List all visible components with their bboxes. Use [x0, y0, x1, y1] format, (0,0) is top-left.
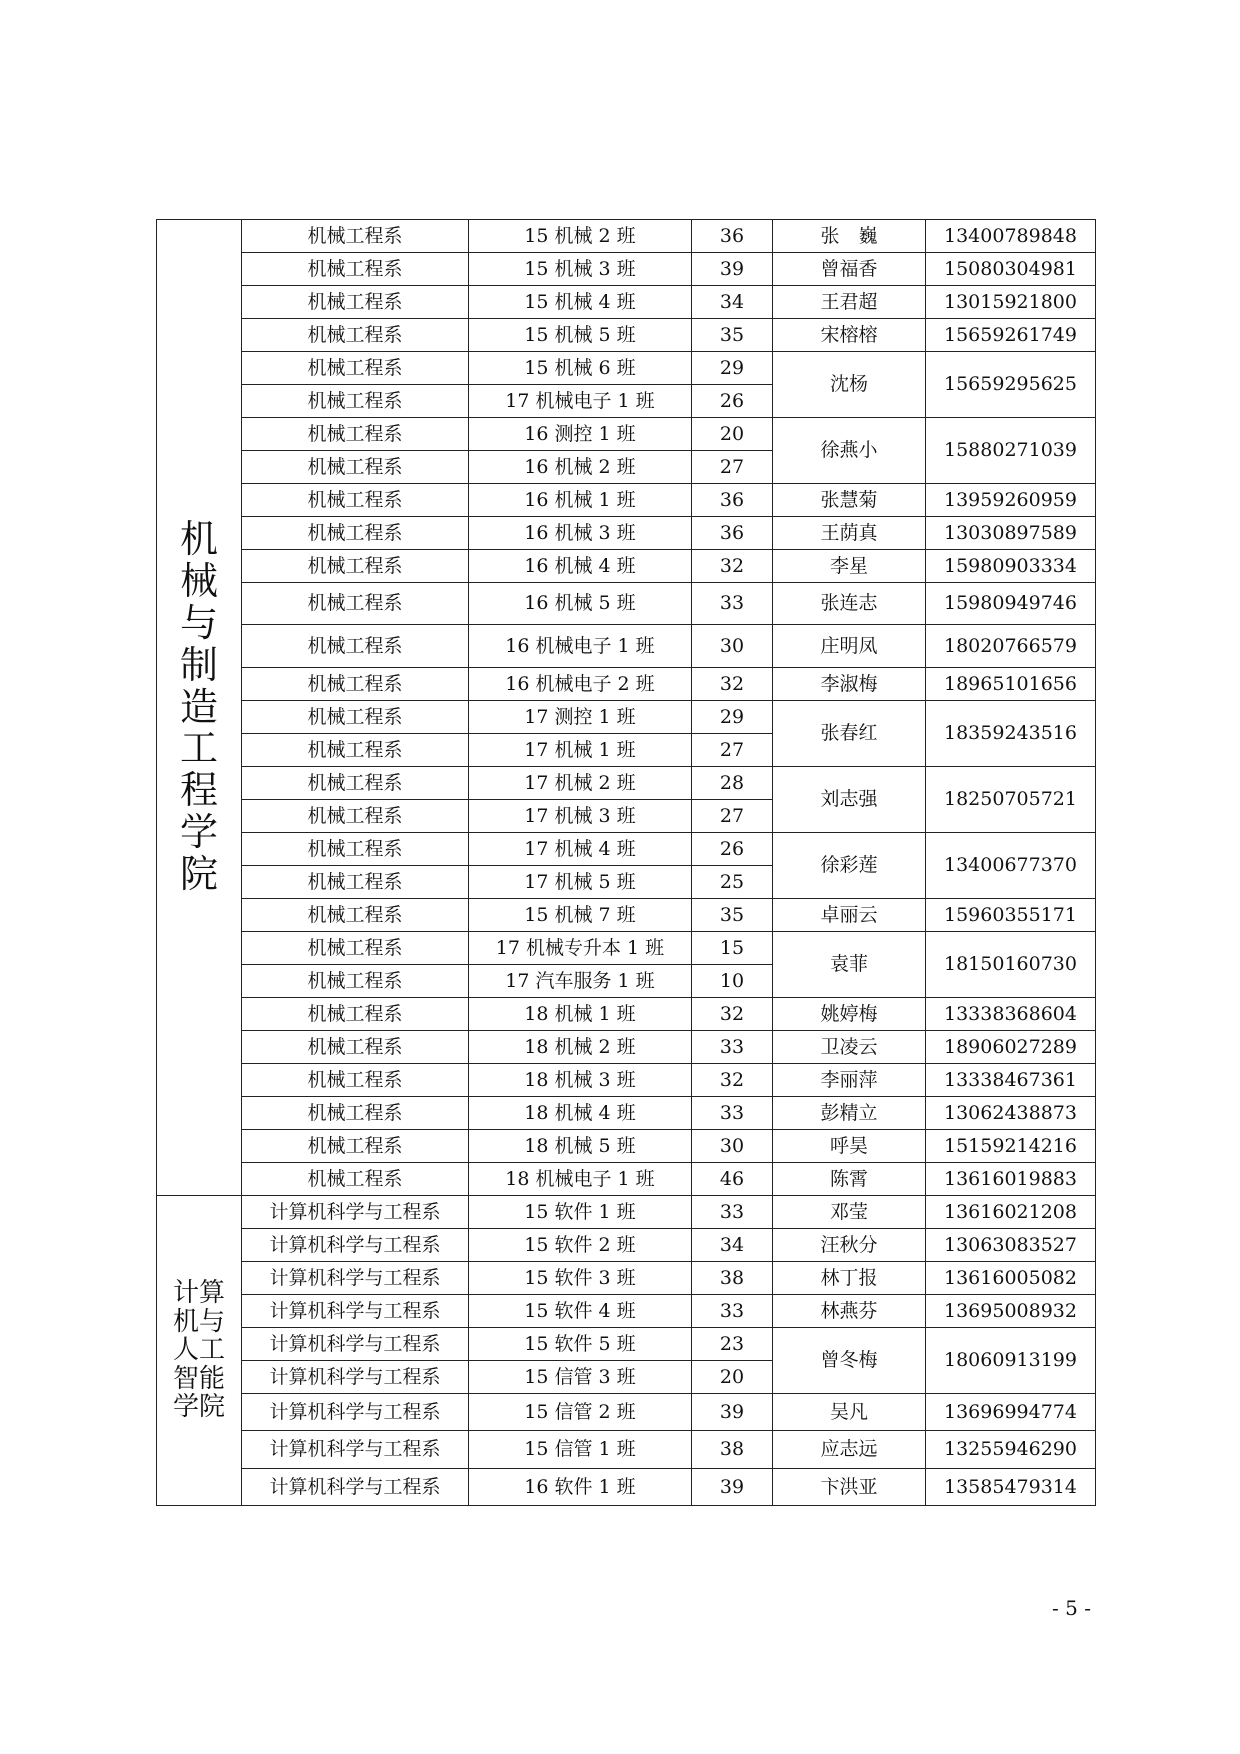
phone-cell: 13063083527 — [926, 1229, 1096, 1262]
student-count-cell: 10 — [692, 965, 773, 998]
counselor-name-cell: 卫凌云 — [773, 1031, 926, 1064]
table-row — [157, 701, 1096, 734]
class-cell: 17 机械 4 班 — [469, 833, 692, 866]
department-cell: 机械工程系 — [242, 932, 469, 965]
class-cell: 16 机械电子 2 班 — [469, 668, 692, 701]
table-row — [157, 1130, 1096, 1163]
student-count-cell: 39 — [692, 1469, 773, 1506]
counselor-name-cell: 庄明凤 — [773, 625, 926, 668]
college-name-line: 程 — [179, 768, 218, 813]
phone-cell: 15080304981 — [926, 253, 1096, 286]
class-cell: 15 机械 5 班 — [469, 319, 692, 352]
college-name-cell — [157, 220, 242, 1196]
phone-cell: 13338368604 — [926, 998, 1096, 1031]
phone-cell: 15980949746 — [926, 583, 1096, 625]
class-cell: 15 软件 2 班 — [469, 1229, 692, 1262]
class-cell: 15 信管 1 班 — [469, 1431, 692, 1469]
table-row — [157, 767, 1096, 800]
department-cell: 机械工程系 — [242, 550, 469, 583]
counselor-name-cell: 徐燕小 — [773, 418, 926, 484]
counselor-name-cell: 王荫真 — [773, 517, 926, 550]
counselor-name-cell: 曾福香 — [773, 253, 926, 286]
department-cell: 机械工程系 — [242, 352, 469, 385]
table-row — [157, 583, 1096, 625]
counselor-name-cell: 吴凡 — [773, 1394, 926, 1431]
class-cell: 17 测控 1 班 — [469, 701, 692, 734]
department-cell: 计算机科学与工程系 — [242, 1229, 469, 1262]
phone-cell: 13585479314 — [926, 1469, 1096, 1506]
class-cell: 17 汽车服务 1 班 — [469, 965, 692, 998]
class-cell: 15 软件 4 班 — [469, 1295, 692, 1328]
table-row — [157, 932, 1096, 965]
class-cell: 16 机械 2 班 — [469, 451, 692, 484]
class-cell: 17 机械 2 班 — [469, 767, 692, 800]
student-count-cell: 35 — [692, 899, 773, 932]
counselor-name-cell: 陈霄 — [773, 1163, 926, 1196]
table-row — [157, 517, 1096, 550]
class-cell: 16 机械电子 1 班 — [469, 625, 692, 668]
counselor-name-cell: 张 巍 — [773, 220, 926, 253]
class-cell: 18 机械 5 班 — [469, 1130, 692, 1163]
table-row — [157, 1031, 1096, 1064]
college-name-line: 机与 — [172, 1306, 225, 1337]
student-count-cell: 30 — [692, 1130, 773, 1163]
student-count-cell: 35 — [692, 319, 773, 352]
phone-cell: 15880271039 — [926, 418, 1096, 484]
phone-cell: 13255946290 — [926, 1431, 1096, 1469]
counselor-name-cell: 卞洪亚 — [773, 1469, 926, 1506]
class-cell: 16 机械 3 班 — [469, 517, 692, 550]
phone-cell: 18906027289 — [926, 1031, 1096, 1064]
department-cell: 机械工程系 — [242, 899, 469, 932]
table-row — [157, 550, 1096, 583]
student-count-cell: 38 — [692, 1431, 773, 1469]
class-cell: 15 机械 4 班 — [469, 286, 692, 319]
college-name-line: 制 — [179, 642, 218, 687]
department-cell: 机械工程系 — [242, 1031, 469, 1064]
counselor-name-cell: 林燕芬 — [773, 1295, 926, 1328]
counselor-name-cell: 邓莹 — [773, 1196, 926, 1229]
class-cell: 16 机械 1 班 — [469, 484, 692, 517]
department-cell: 计算机科学与工程系 — [242, 1196, 469, 1229]
student-count-cell: 15 — [692, 932, 773, 965]
table-body — [157, 220, 1096, 1506]
department-cell: 计算机科学与工程系 — [242, 1328, 469, 1361]
table-row — [157, 484, 1096, 517]
counselor-name-cell: 彭精立 — [773, 1097, 926, 1130]
department-cell: 机械工程系 — [242, 833, 469, 866]
department-cell: 机械工程系 — [242, 253, 469, 286]
table-row — [157, 668, 1096, 701]
student-count-cell: 33 — [692, 1196, 773, 1229]
phone-cell: 15960355171 — [926, 899, 1096, 932]
phone-cell: 13616005082 — [926, 1262, 1096, 1295]
counselor-name-cell: 曾冬梅 — [773, 1328, 926, 1394]
phone-cell: 15659261749 — [926, 319, 1096, 352]
student-count-cell: 29 — [692, 352, 773, 385]
phone-cell: 13959260959 — [926, 484, 1096, 517]
table-row — [157, 998, 1096, 1031]
class-cell: 16 测控 1 班 — [469, 418, 692, 451]
table-row — [157, 1295, 1096, 1328]
counselor-name-cell: 宋榕榕 — [773, 319, 926, 352]
class-cell: 18 机械电子 1 班 — [469, 1163, 692, 1196]
college-name-line: 人工 — [172, 1335, 225, 1366]
student-count-cell: 34 — [692, 1229, 773, 1262]
college-name-line: 智能 — [172, 1363, 225, 1394]
college-name-line: 计算 — [172, 1278, 225, 1309]
class-contact-table — [156, 219, 1096, 1506]
student-count-cell: 38 — [692, 1262, 773, 1295]
department-cell: 计算机科学与工程系 — [242, 1295, 469, 1328]
class-cell: 18 机械 1 班 — [469, 998, 692, 1031]
table-row — [157, 1229, 1096, 1262]
table-row — [157, 833, 1096, 866]
student-count-cell: 33 — [692, 1295, 773, 1328]
phone-cell: 13015921800 — [926, 286, 1096, 319]
student-count-cell: 23 — [692, 1328, 773, 1361]
department-cell: 计算机科学与工程系 — [242, 1394, 469, 1431]
student-count-cell: 29 — [692, 701, 773, 734]
department-cell: 机械工程系 — [242, 668, 469, 701]
class-cell: 15 软件 5 班 — [469, 1328, 692, 1361]
student-count-cell: 36 — [692, 484, 773, 517]
department-cell: 机械工程系 — [242, 1097, 469, 1130]
department-cell: 机械工程系 — [242, 965, 469, 998]
college-name-cell — [157, 1196, 242, 1506]
phone-cell: 13695008932 — [926, 1295, 1096, 1328]
table-row — [157, 1394, 1096, 1431]
table-row — [157, 1328, 1096, 1361]
table-row — [157, 352, 1096, 385]
college-name-line: 院 — [179, 851, 218, 896]
class-cell: 16 机械 4 班 — [469, 550, 692, 583]
department-cell: 机械工程系 — [242, 625, 469, 668]
class-cell: 18 机械 2 班 — [469, 1031, 692, 1064]
department-cell: 计算机科学与工程系 — [242, 1361, 469, 1394]
phone-cell: 13400789848 — [926, 220, 1096, 253]
student-count-cell: 32 — [692, 998, 773, 1031]
class-cell: 15 机械 7 班 — [469, 899, 692, 932]
class-cell: 17 机械 3 班 — [469, 800, 692, 833]
department-cell: 机械工程系 — [242, 451, 469, 484]
department-cell: 机械工程系 — [242, 385, 469, 418]
class-cell: 18 机械 4 班 — [469, 1097, 692, 1130]
table-row — [157, 418, 1096, 451]
student-count-cell: 32 — [692, 1064, 773, 1097]
class-cell: 16 软件 1 班 — [469, 1469, 692, 1506]
student-count-cell: 33 — [692, 583, 773, 625]
college-name-line: 学院 — [172, 1392, 225, 1423]
phone-cell: 18965101656 — [926, 668, 1096, 701]
counselor-name-cell: 李淑梅 — [773, 668, 926, 701]
phone-cell: 13616021208 — [926, 1196, 1096, 1229]
student-count-cell: 27 — [692, 734, 773, 767]
department-cell: 机械工程系 — [242, 998, 469, 1031]
counselor-name-cell: 袁菲 — [773, 932, 926, 998]
department-cell: 机械工程系 — [242, 701, 469, 734]
counselor-name-cell: 刘志强 — [773, 767, 926, 833]
counselor-name-cell: 李丽萍 — [773, 1064, 926, 1097]
student-count-cell: 26 — [692, 833, 773, 866]
table-row — [157, 220, 1096, 253]
phone-cell: 15980903334 — [926, 550, 1096, 583]
counselor-name-cell: 卓丽云 — [773, 899, 926, 932]
department-cell: 机械工程系 — [242, 517, 469, 550]
counselor-name-cell: 汪秋分 — [773, 1229, 926, 1262]
college-name-line: 工 — [179, 726, 218, 771]
department-cell: 机械工程系 — [242, 583, 469, 625]
department-cell: 计算机科学与工程系 — [242, 1262, 469, 1295]
phone-cell: 15159214216 — [926, 1130, 1096, 1163]
counselor-name-cell: 张连志 — [773, 583, 926, 625]
college-name-line: 械 — [179, 559, 218, 604]
college-name-line: 造 — [179, 684, 218, 729]
counselor-name-cell: 徐彩莲 — [773, 833, 926, 899]
student-count-cell: 20 — [692, 418, 773, 451]
counselor-name-cell: 张慧菊 — [773, 484, 926, 517]
phone-cell: 18359243516 — [926, 701, 1096, 767]
student-count-cell: 28 — [692, 767, 773, 800]
college-name-line: 机 — [179, 517, 218, 562]
table-row — [157, 253, 1096, 286]
student-count-cell: 46 — [692, 1163, 773, 1196]
department-cell: 机械工程系 — [242, 800, 469, 833]
table-row — [157, 1196, 1096, 1229]
counselor-name-cell: 呼昊 — [773, 1130, 926, 1163]
table-row — [157, 319, 1096, 352]
student-count-cell: 20 — [692, 1361, 773, 1394]
counselor-name-cell: 王君超 — [773, 286, 926, 319]
phone-cell: 13400677370 — [926, 833, 1096, 899]
table-row — [157, 899, 1096, 932]
phone-cell: 18250705721 — [926, 767, 1096, 833]
department-cell: 机械工程系 — [242, 866, 469, 899]
counselor-name-cell: 林丁报 — [773, 1262, 926, 1295]
phone-cell: 13062438873 — [926, 1097, 1096, 1130]
class-cell: 15 软件 3 班 — [469, 1262, 692, 1295]
counselor-name-cell: 张春红 — [773, 701, 926, 767]
department-cell: 计算机科学与工程系 — [242, 1431, 469, 1469]
table-row — [157, 1064, 1096, 1097]
student-count-cell: 34 — [692, 286, 773, 319]
counselor-name-cell: 应志远 — [773, 1431, 926, 1469]
student-count-cell: 32 — [692, 668, 773, 701]
class-cell: 17 机械 5 班 — [469, 866, 692, 899]
student-count-cell: 36 — [692, 517, 773, 550]
department-cell: 计算机科学与工程系 — [242, 1469, 469, 1506]
phone-cell: 18150160730 — [926, 932, 1096, 998]
student-count-cell: 33 — [692, 1031, 773, 1064]
department-cell: 机械工程系 — [242, 767, 469, 800]
class-cell: 15 信管 3 班 — [469, 1361, 692, 1394]
table-row — [157, 286, 1096, 319]
class-cell: 15 软件 1 班 — [469, 1196, 692, 1229]
class-cell: 15 机械 2 班 — [469, 220, 692, 253]
student-count-cell: 36 — [692, 220, 773, 253]
student-count-cell: 30 — [692, 625, 773, 668]
table-row — [157, 1163, 1096, 1196]
class-cell: 16 机械 5 班 — [469, 583, 692, 625]
class-cell: 17 机械 1 班 — [469, 734, 692, 767]
student-count-cell: 32 — [692, 550, 773, 583]
class-cell: 17 机械电子 1 班 — [469, 385, 692, 418]
department-cell: 机械工程系 — [242, 1064, 469, 1097]
department-cell: 机械工程系 — [242, 1130, 469, 1163]
table-row — [157, 625, 1096, 668]
phone-cell: 13030897589 — [926, 517, 1096, 550]
college-name-line: 学 — [179, 809, 218, 854]
phone-cell: 18060913199 — [926, 1328, 1096, 1394]
department-cell: 机械工程系 — [242, 319, 469, 352]
class-cell: 15 机械 6 班 — [469, 352, 692, 385]
college-name-line: 与 — [179, 601, 218, 645]
class-cell: 18 机械 3 班 — [469, 1064, 692, 1097]
student-count-cell: 39 — [692, 1394, 773, 1431]
student-count-cell: 33 — [692, 1097, 773, 1130]
phone-cell: 13616019883 — [926, 1163, 1096, 1196]
department-cell: 机械工程系 — [242, 734, 469, 767]
department-cell: 机械工程系 — [242, 1163, 469, 1196]
table-row — [157, 1431, 1096, 1469]
phone-cell: 13696994774 — [926, 1394, 1096, 1431]
phone-cell: 18020766579 — [926, 625, 1096, 668]
counselor-name-cell: 沈杨 — [773, 352, 926, 418]
student-count-cell: 39 — [692, 253, 773, 286]
class-cell: 15 机械 3 班 — [469, 253, 692, 286]
student-count-cell: 26 — [692, 385, 773, 418]
phone-cell: 13338467361 — [926, 1064, 1096, 1097]
student-count-cell: 25 — [692, 866, 773, 899]
department-cell: 机械工程系 — [242, 220, 469, 253]
department-cell: 机械工程系 — [242, 286, 469, 319]
table-row — [157, 1097, 1096, 1130]
department-cell: 机械工程系 — [242, 484, 469, 517]
counselor-name-cell: 姚婷梅 — [773, 998, 926, 1031]
counselor-name-cell: 李星 — [773, 550, 926, 583]
table-row — [157, 1469, 1096, 1506]
table-row — [157, 1262, 1096, 1295]
student-count-cell: 27 — [692, 800, 773, 833]
department-cell: 机械工程系 — [242, 418, 469, 451]
student-count-cell: 27 — [692, 451, 773, 484]
page-number: - 5 - — [1052, 1596, 1091, 1620]
class-cell: 17 机械专升本 1 班 — [469, 932, 692, 965]
class-cell: 15 信管 2 班 — [469, 1394, 692, 1431]
phone-cell: 15659295625 — [926, 352, 1096, 418]
